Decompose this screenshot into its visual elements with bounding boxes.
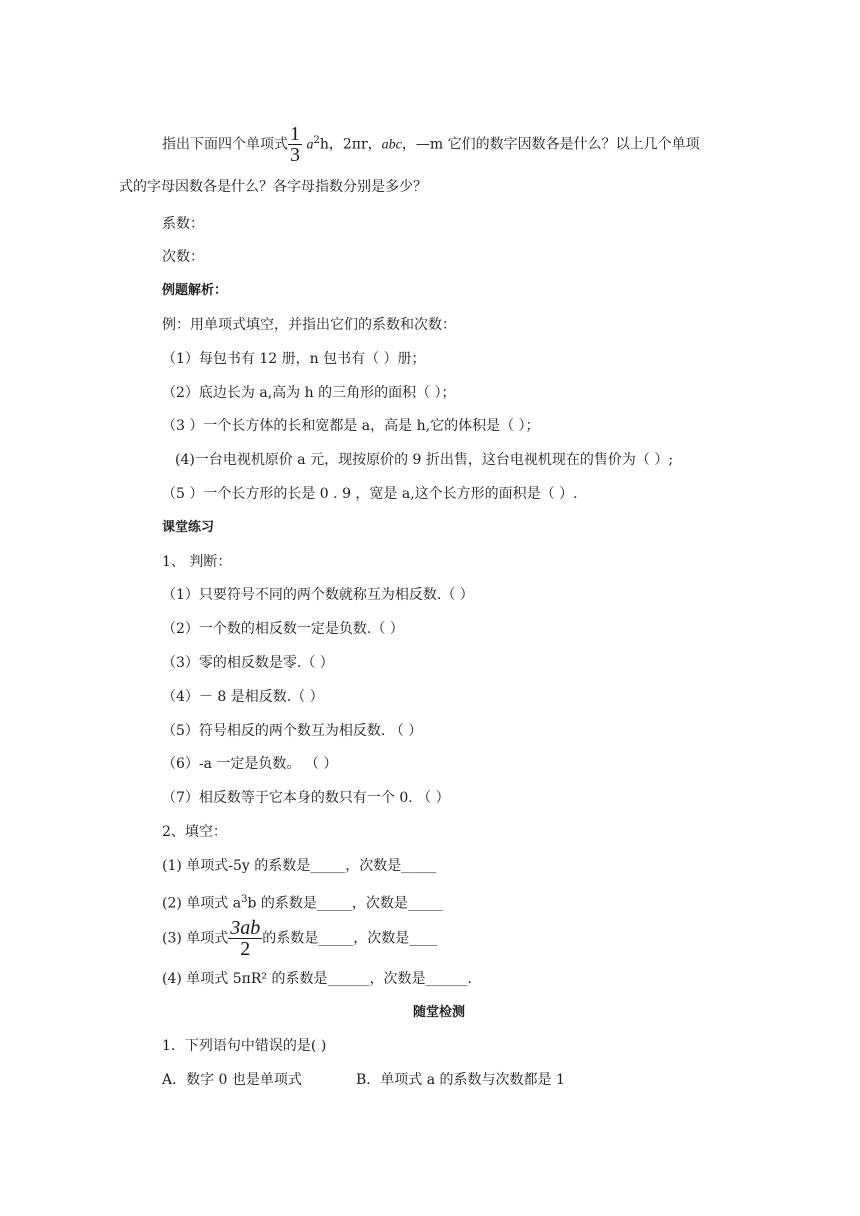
coefficient-label: 系数： xyxy=(162,216,204,232)
intro-line-2: 式的字母因数各是什么？各字母指数分别是多少？ xyxy=(119,179,427,195)
example-heading: 例题解析： xyxy=(162,283,228,298)
fill-item: (1) 单项式-5y 的系数是_____，次数是_____ xyxy=(162,858,437,874)
intro-rest: ，—m 它们的数字因数各是什么？以上几个单项 xyxy=(401,136,700,153)
fill-3-prefix: (3) 单项式 xyxy=(162,930,229,947)
fill-item: (4) 单项式 5πR² 的系数是______，次数是______. xyxy=(162,971,472,987)
practice-heading: 课堂练习 xyxy=(162,520,215,535)
example-item: （5 ）一个长方形的长是 0 . 9 ，宽是 a,这个长方形的面积是（ ）. xyxy=(162,486,578,502)
fraction-numerator: 1 xyxy=(290,123,300,145)
fill-2-prefix: (2) 单项式 a xyxy=(162,895,242,912)
fill-3-suffix: 的系数是_____，次数是____ xyxy=(262,930,438,947)
degree-label: 次数： xyxy=(162,249,204,265)
intro-prefix: 指出下面四个单项式 xyxy=(162,136,288,153)
example-item: （2）底边长为 a,高为 h 的三角形的面积（ ）； xyxy=(162,385,456,401)
question-1-option-a: A．数字 0 也是单项式 xyxy=(162,1072,302,1088)
judge-item: （4）－ 8 是相反数.（ ） xyxy=(162,689,324,705)
intro-terms: h，2πr， xyxy=(319,136,382,153)
example-intro: 例：用单项式填空，并指出它们的系数和次数： xyxy=(162,317,456,333)
example-item: （1）每包书有 12 册，n 包书有（ ）册； xyxy=(162,351,426,367)
fill-title: 2、填空： xyxy=(162,824,227,840)
var-abc: abc xyxy=(381,137,402,153)
example-item: （3 ）一个长方体的长和宽都是 a，高是 h,它的体积是（ ）； xyxy=(162,418,540,434)
fraction-denominator: 2 xyxy=(240,938,251,960)
question-1: 1．下列语句中错误的是( ) xyxy=(162,1038,327,1054)
exponent: 2 xyxy=(313,134,320,146)
judge-item: （2）一个数的相反数一定是负数.（ ） xyxy=(162,621,404,637)
fill-item xyxy=(162,918,437,959)
fraction-one-third xyxy=(288,124,302,165)
question-1-option-b: B．单项式 a 的系数与次数都是 1 xyxy=(356,1072,565,1088)
judge-item: （3）零的相反数是零.（ ） xyxy=(162,655,334,671)
var-a: a xyxy=(306,137,314,153)
fraction-numerator: 3ab xyxy=(230,917,261,939)
judge-item: （6）-a 一定是负数。 （ ） xyxy=(162,756,338,772)
intro-line-1 xyxy=(162,124,700,165)
example-item: (4)一台电视机原价 a 元，现按原价的 9 折出售，这台电视机现在的售价为（ ）; xyxy=(175,452,674,468)
fill-2-suffix: b 的系数是_____，次数是_____ xyxy=(247,895,443,912)
check-heading: 随堂检测 xyxy=(413,1005,466,1020)
judge-item: （5）符号相反的两个数互为相反数. （ ） xyxy=(162,723,423,739)
judge-item: （7）相反数等于它本身的数只有一个 0. （ ） xyxy=(162,790,450,806)
fraction-denominator: 3 xyxy=(290,144,300,166)
fraction-3ab-over-2 xyxy=(228,918,262,959)
judge-item: （1）只要符号不同的两个数就称互为相反数.（ ） xyxy=(162,587,474,603)
fill-item xyxy=(162,891,443,913)
exponent: 3 xyxy=(241,894,248,905)
judge-title: 1、 判断： xyxy=(162,554,232,570)
